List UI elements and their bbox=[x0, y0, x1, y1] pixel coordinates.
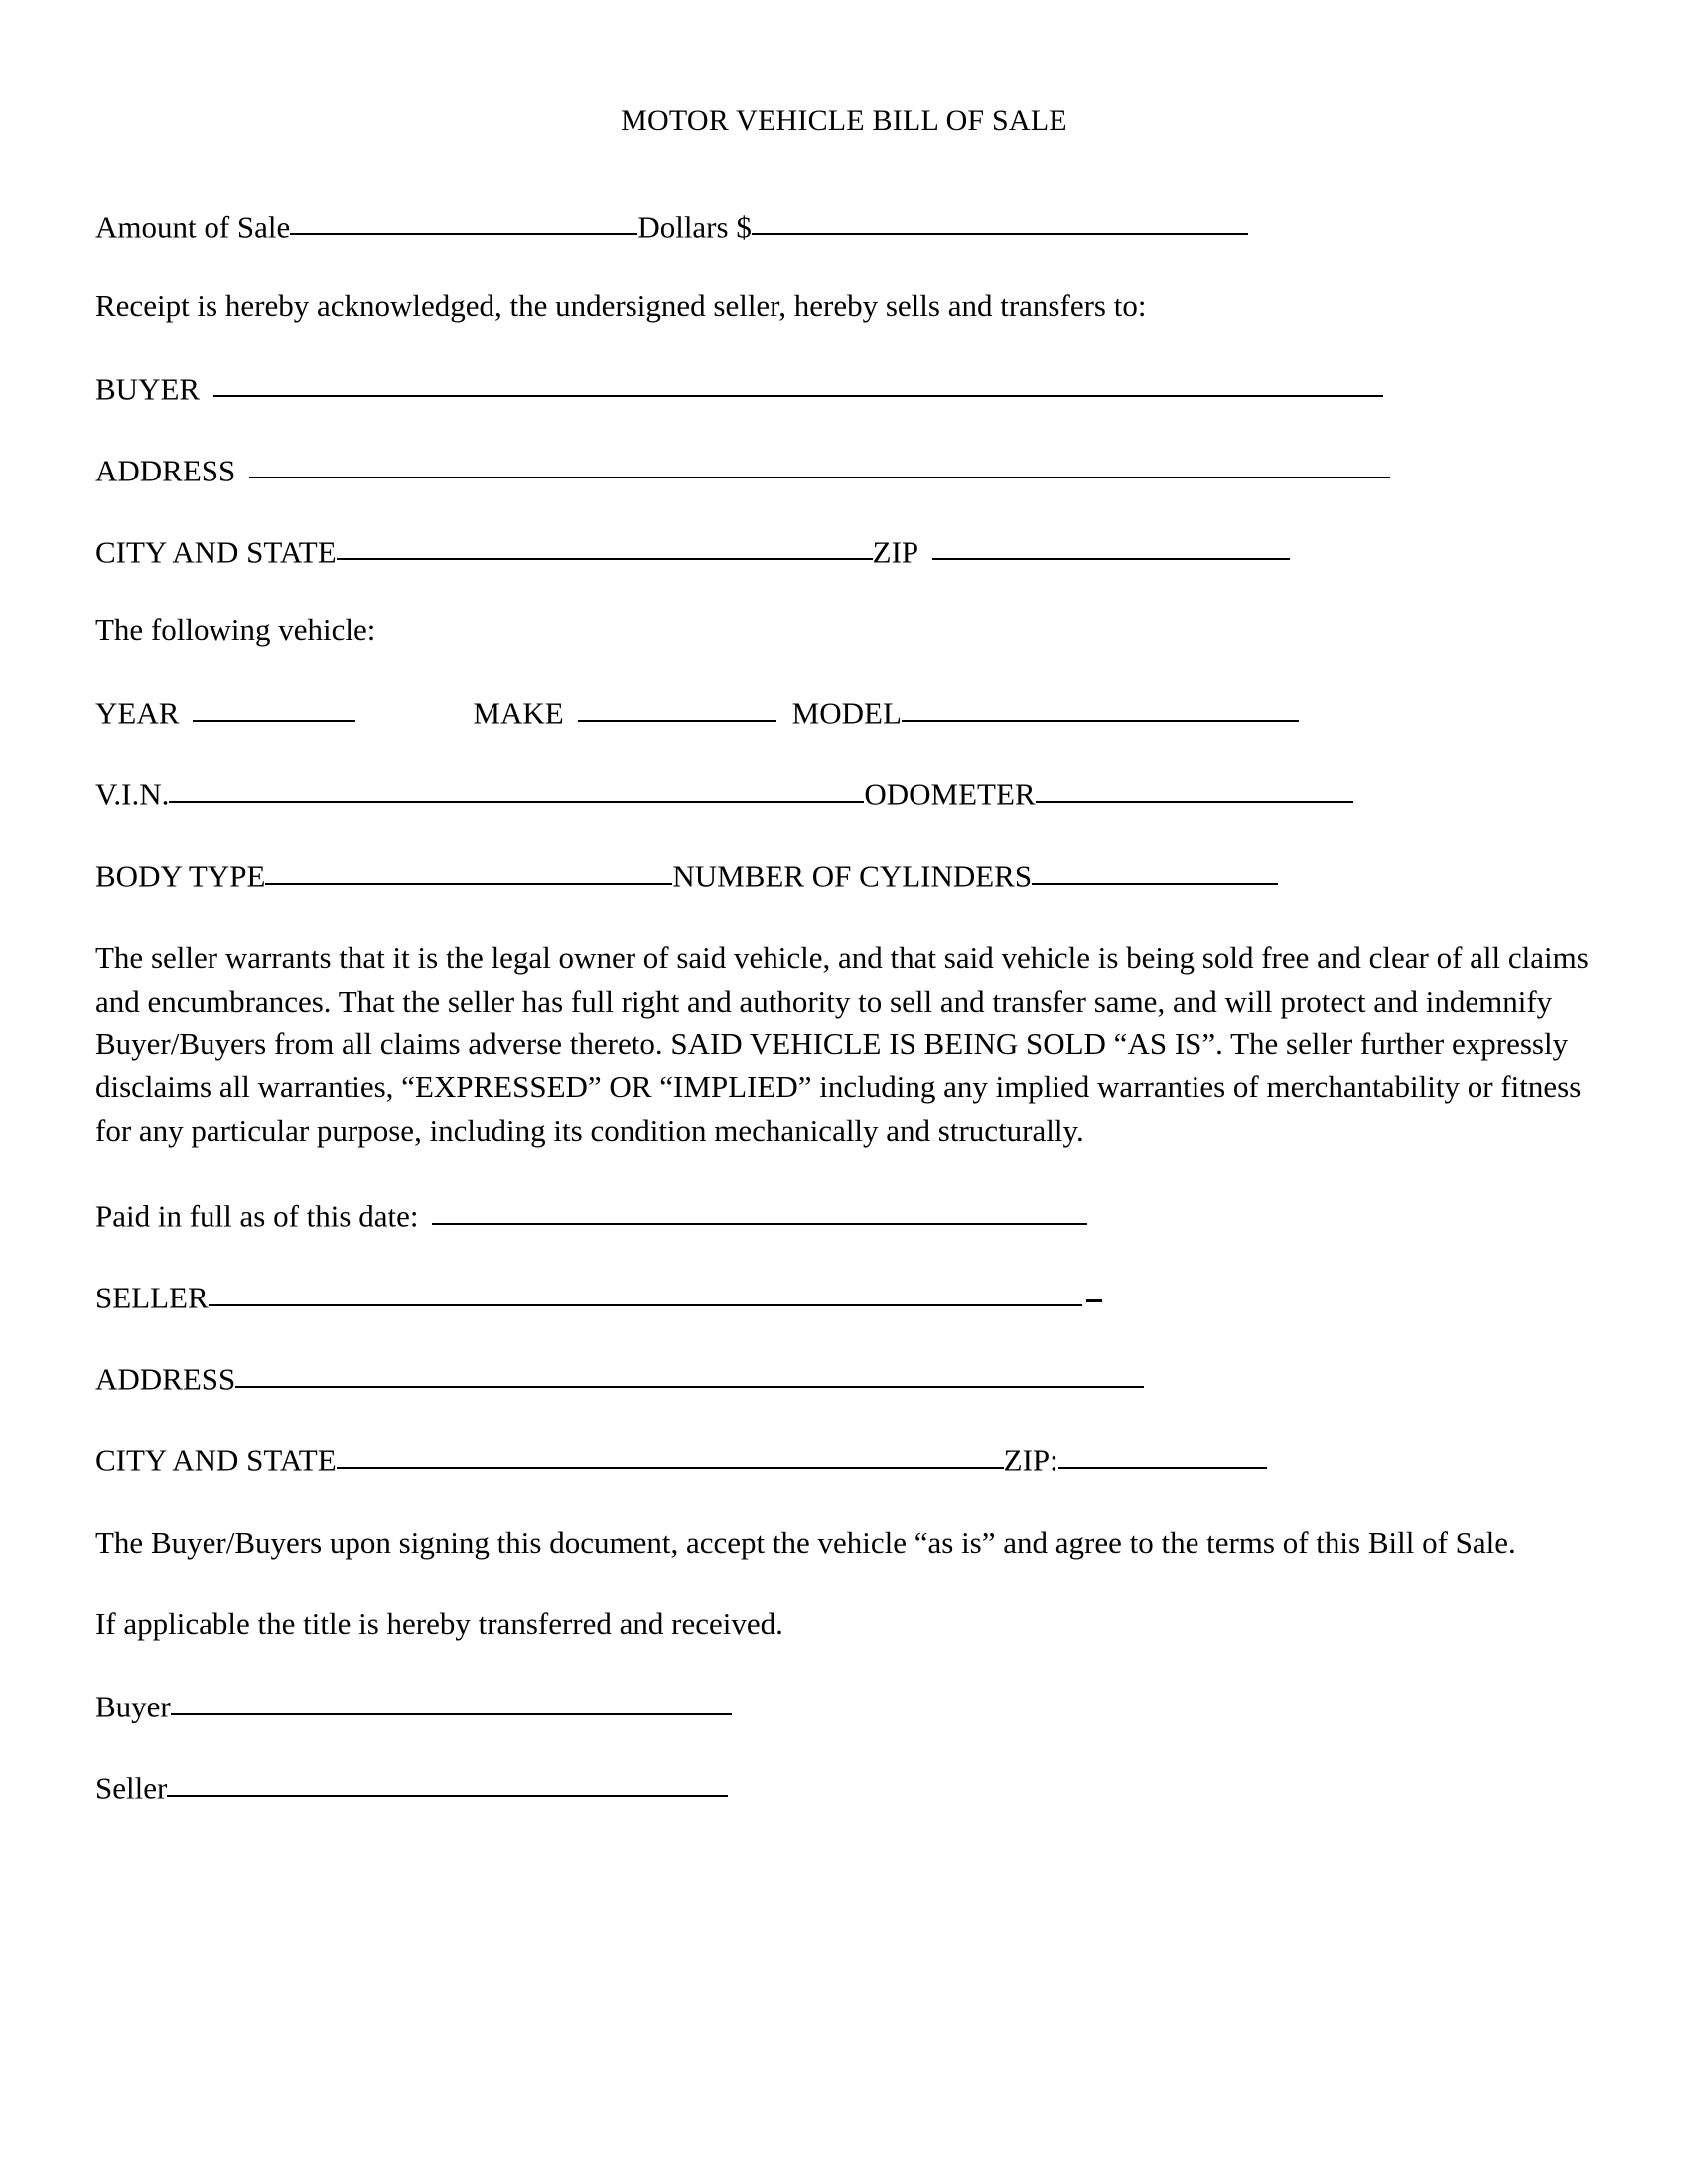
buyer-city-state-blank[interactable] bbox=[337, 529, 873, 560]
spacer bbox=[95, 894, 1593, 936]
receipt-statement: Receipt is hereby acknowledged, the undersigned seller, hereby sells and transfers to: bbox=[95, 288, 1147, 324]
buyer-signature-blank[interactable] bbox=[171, 1684, 732, 1714]
paid-in-full-date-blank[interactable] bbox=[432, 1193, 1087, 1224]
page-title: MOTOR VEHICLE BILL OF SALE bbox=[621, 104, 1067, 137]
cylinders-blank[interactable] bbox=[1032, 853, 1278, 884]
vin-label: V.I.N. bbox=[95, 776, 170, 812]
year-blank[interactable] bbox=[193, 690, 355, 721]
buyer-city-state-zip-row bbox=[95, 529, 1593, 571]
spacer bbox=[95, 1479, 1593, 1521]
model-blank[interactable] bbox=[902, 690, 1299, 721]
spacer bbox=[95, 1316, 1593, 1356]
vehicle-intro: The following vehicle: bbox=[95, 612, 376, 647]
spacer bbox=[95, 408, 1593, 448]
buyer-city-state-label: CITY AND STATE bbox=[95, 534, 337, 570]
seller-signature-blank[interactable] bbox=[167, 1765, 728, 1796]
buyer-zip-label: ZIP bbox=[872, 534, 919, 570]
amount-of-sale-label: Amount of Sale bbox=[95, 209, 291, 245]
spacer bbox=[95, 137, 1593, 205]
seller-name-blank[interactable] bbox=[209, 1275, 1082, 1305]
paid-in-full-row bbox=[95, 1193, 1593, 1235]
spacer bbox=[95, 648, 1593, 690]
make-blank[interactable] bbox=[578, 690, 776, 721]
acceptance-paragraph: The Buyer/Buyers upon signing this document, accept the vehicle “as is” and agree to the terms of this Bill of Sale. bbox=[95, 1525, 1516, 1561]
spacer bbox=[95, 1725, 1593, 1765]
body-type-blank[interactable] bbox=[265, 853, 672, 884]
spacer bbox=[95, 1398, 1593, 1437]
odometer-blank[interactable] bbox=[1036, 771, 1353, 802]
buyer-address-blank[interactable] bbox=[249, 448, 1390, 478]
seller-row bbox=[95, 1275, 1593, 1316]
spacer bbox=[95, 1565, 1593, 1606]
buyer-address-label: ADDRESS bbox=[95, 453, 236, 488]
seller-city-state-blank[interactable] bbox=[337, 1437, 1004, 1468]
seller-zip-blank[interactable] bbox=[1058, 1437, 1267, 1468]
model-label: MODEL bbox=[791, 695, 902, 731]
dollar-amount-blank[interactable] bbox=[752, 205, 1248, 235]
warranty-paragraph: The seller warrants that it is the legal owner of said vehicle, and that said vehicle is being sold free and clear of all claims and encumbrances. That the seller has full right and authority to sell and transfer same, and will protect and indemnify Buyer/Buyers from all claims adverse thereto. SAID VEHICLE IS BEING SOLD “AS IS”. The seller further expressly disclaims all warranties, “EXPRESSED” OR “IMPLIED” including any implied warranties of merchantability or fitness for any particular purpose, including its condition mechanically and structurally. bbox=[95, 940, 1589, 1148]
buyer-signature-row bbox=[95, 1684, 1593, 1725]
body-type-cylinders-row bbox=[95, 853, 1593, 894]
spacer bbox=[95, 1152, 1593, 1193]
spacer bbox=[95, 246, 1593, 288]
amount-of-sale-row bbox=[95, 205, 1593, 246]
seller-city-state-label: CITY AND STATE bbox=[95, 1442, 337, 1478]
seller-label: SELLER bbox=[95, 1280, 209, 1315]
spacer bbox=[95, 1642, 1593, 1684]
seller-zip-label: ZIP: bbox=[1003, 1442, 1058, 1478]
seller-address-blank[interactable] bbox=[235, 1356, 1144, 1387]
year-label: YEAR bbox=[95, 695, 180, 731]
make-label: MAKE bbox=[473, 695, 564, 731]
amount-of-sale-blank[interactable] bbox=[290, 205, 637, 235]
seller-city-state-zip-row bbox=[95, 1437, 1593, 1479]
spacer bbox=[95, 813, 1593, 853]
spacer bbox=[95, 325, 1593, 366]
seller-address-row bbox=[95, 1356, 1593, 1398]
buyer-address-row bbox=[95, 448, 1593, 489]
cylinders-label: NUMBER OF CYLINDERS bbox=[672, 858, 1033, 893]
buyer-name-blank[interactable] bbox=[213, 366, 1383, 397]
seller-signature-row bbox=[95, 1765, 1593, 1807]
buyer-zip-blank[interactable] bbox=[932, 529, 1290, 560]
seller-signature-label: Seller bbox=[95, 1770, 168, 1806]
spacer bbox=[95, 732, 1593, 771]
vin-blank[interactable] bbox=[169, 771, 864, 802]
odometer-label: ODOMETER bbox=[864, 776, 1036, 812]
buyer-label: BUYER bbox=[95, 371, 201, 407]
spacer bbox=[95, 489, 1593, 529]
title-transfer-statement: If applicable the title is hereby transferred and received. bbox=[95, 1605, 783, 1641]
spacer bbox=[95, 1235, 1593, 1275]
seller-line-tick bbox=[1086, 1281, 1102, 1302]
buyer-signature-label: Buyer bbox=[95, 1689, 171, 1724]
year-make-model-row bbox=[95, 690, 1593, 732]
seller-address-label: ADDRESS bbox=[95, 1361, 236, 1397]
spacer bbox=[95, 571, 1593, 613]
dollars-label: Dollars $ bbox=[637, 209, 752, 245]
buyer-row bbox=[95, 366, 1593, 408]
body-type-label: BODY TYPE bbox=[95, 858, 266, 893]
paid-in-full-label: Paid in full as of this date: bbox=[95, 1198, 419, 1234]
vin-odometer-row bbox=[95, 771, 1593, 813]
